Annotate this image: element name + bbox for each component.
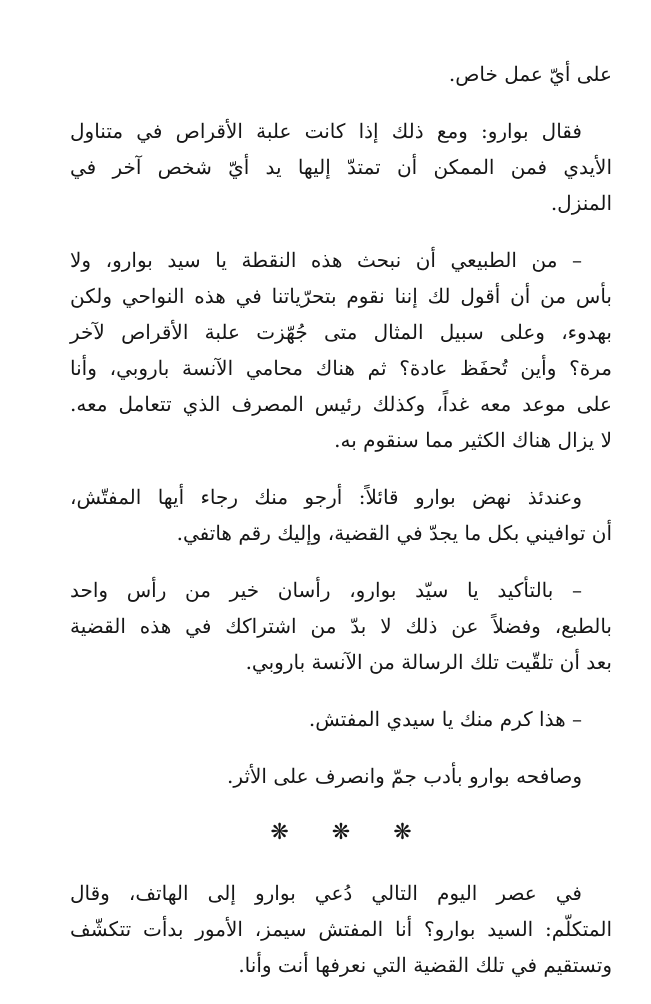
text-line: في عصر اليوم التالي دُعي بوارو إلى الهاتف، وقال <box>70 881 582 905</box>
text-line: فقال بوارو: ومع ذلك إذا كانت علبة الأقراص في متناول <box>70 119 582 143</box>
text-line: بعد أن تلقّيت تلك الرسالة من الآنسة باروبي. <box>245 650 612 674</box>
text-line: على أيّ عمل خاص. <box>448 62 612 86</box>
paragraph <box>70 758 612 794</box>
text-line: المنزل. <box>550 191 612 215</box>
text-line: مرة؟ وأين تُحفَظ عادة؟ ثم هناك محامي الآنسة باروبي، وأنا <box>70 356 612 380</box>
text-line: على موعد معه غداً، وكذلك رئيس المصرف الذي تتعامل معه. <box>70 392 612 416</box>
text-line: – بالتأكيد يا سيّد بوارو، رأسان خير من رأس واحد <box>70 578 582 602</box>
text-line: المتكلّم: السيد بوارو؟ أنا المفتش سيمز، الأمور بدأت تتكشّف <box>70 917 612 941</box>
text-line: وتستقيم في تلك القضية التي نعرفها أنت وأنا. <box>238 953 612 977</box>
text-line: بأس من أن أقول لك إننا نقوم بتحرّياتنا في هذه النواحي ولكن <box>70 284 612 308</box>
text-line: – هذا كرم منك يا سيدي المفتش. <box>308 707 582 731</box>
text-line: بهدوء، وعلى سبيل المثال متى جُهّزت علبة الأقراص لآخر <box>70 320 612 344</box>
paragraph <box>70 113 612 221</box>
text-line: – من الطبيعي أن نبحث هذه النقطة يا سيد بوارو، ولا <box>70 248 582 272</box>
text-line: لا يزال هناك الكثير مما سنقوم به. <box>334 428 612 452</box>
paragraph <box>70 875 612 983</box>
body-text <box>70 56 612 794</box>
section-divider: ❋ ❋ ❋ <box>270 820 430 845</box>
book-page <box>70 56 612 1004</box>
text-line: أن توافيني بكل ما يجدّ في القضية، وإليك رقم هاتفي. <box>176 521 612 545</box>
paragraph <box>70 572 612 680</box>
text-line: بالطبع، وفضلاً عن ذلك لا بدّ من اشتراكك في هذه القضية <box>70 614 612 638</box>
paragraph <box>70 701 612 737</box>
paragraph <box>70 56 612 92</box>
text-line: وعندئذ نهض بوارو قائلاً: أرجو منك رجاء أيها المفتّش، <box>70 485 582 509</box>
paragraph <box>70 479 612 551</box>
paragraph <box>70 242 612 458</box>
closing-text <box>70 875 612 983</box>
text-line: الأيدي فمن الممكن أن تمتدّ إليها يد أيّ شخص آخر في <box>70 155 612 179</box>
text-line: وصافحه بوارو بأدب جمّ وانصرف على الأثر. <box>227 764 582 788</box>
